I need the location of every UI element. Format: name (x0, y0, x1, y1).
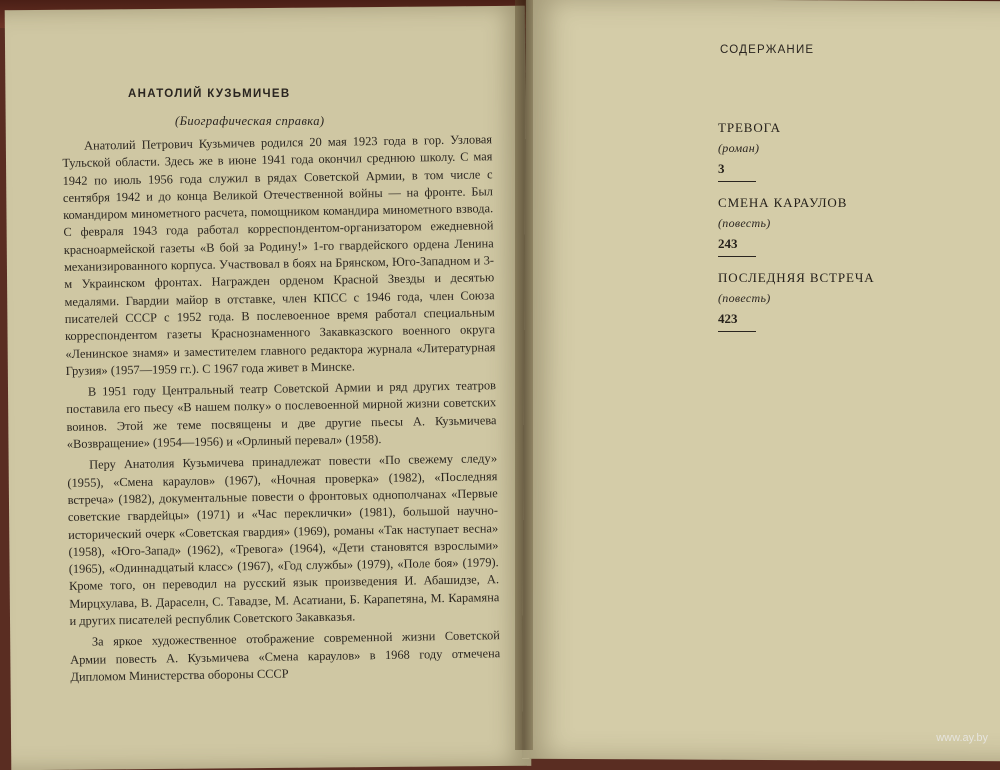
biography-text (62, 131, 501, 690)
table-of-contents (718, 120, 958, 345)
toc-divider (718, 181, 756, 182)
toc-entry-title: ПОСЛЕДНЯЯ ВСТРЕЧА (718, 270, 875, 285)
watermark: www.ay.by (936, 732, 988, 744)
toc-entry (718, 120, 958, 182)
toc-entry-genre: (роман) (718, 141, 760, 155)
toc-entry-genre: (повесть) (718, 291, 771, 305)
book-gutter (515, 0, 533, 750)
toc-entry-genre: (повесть) (718, 216, 771, 230)
bio-subtitle: (Биографическая справка) (175, 114, 325, 128)
toc-entry-title: СМЕНА КАРАУЛОВ (718, 195, 848, 210)
bio-paragraph: Перу Анатолия Кузьмичева принадлежат повести «По свежему следу» (1955), «Смена караулов» (1967), «Ночная проверка» (1982), «Последняя встреча» (1982), документальные повести о фронтовых однополчанах «Первые советские гвардейцы» (1971) и «Час переклички» (1981), большой научно-исторический очерк «Советская гвардия» (1969), романы «Так наступает весна» (1958), «Юго-Запад» (1962), «Тревога» (1964), «Дети становятся взрослыми» (1965), «Одиннадцатый класс» (1967), «Год службы» (1979), «Поле боя» (1979). Кроме того, он переводил на русский язык произведения И. Абашидзе, А. Мирцхулава, В. Дараселн, С. Тавадзе, М. Асатиани, Б. Карапетяна, М. Карамяна и других писателей республик Советского Закавказья. (67, 451, 500, 628)
toc-entry-page: 243 (718, 236, 738, 251)
author-name: АНАТОЛИЙ КУЗЬМИЧЕВ (128, 88, 291, 100)
toc-entry-title: ТРЕВОГА (718, 120, 781, 135)
bio-paragraph: В 1951 году Центральный театр Советской Армии и ряд других театров поставила его пьесу «В нашем полку» о послевоенной мирной жизни советских воинов. Этой же теме посвящены и две другие пьесы А. Кузьмичева «Возвращение» (1954—1956) и «Орлиный перевал» (1958). (66, 378, 497, 452)
bio-paragraph: За яркое художественное отображение современной жизни Советской Армии повесть А. Кузьмичева «Смена караулов» в 1968 году отмечена Дипломом Министерства обороны СССР (70, 628, 501, 684)
contents-heading: СОДЕРЖАНИЕ (720, 44, 815, 56)
toc-divider (718, 331, 756, 332)
toc-entry (718, 270, 958, 332)
toc-divider (718, 256, 756, 257)
toc-entry-page: 423 (718, 311, 738, 326)
bio-paragraph: Анатолий Петрович Кузьмичев родился 20 мая 1923 года в гор. Узловая Тульской области. Здесь же в июне 1941 года окончил среднюю школу. С мая 1942 по июль 1956 года служил в рядах Советской Армии, в том числе с сентября 1942 и до конца Великой Отечественной войны — на фронте. Был командиром минометного расчета, помощником командира минометного взвода. С февраля 1943 года работал корреспондентом-организатором ежедневной красноармейской газеты «В бой за Родину!» 1-го гвардейского ордена Ленина механизированного корпуса. Участвовал в боях на Брянском, Юго-Западном и 3-м Украинском фронтах. Награжден орденом Красной Звезды и десятью медалями. Гвардии майор в отставке, член КПСС с 1946 года, член Союза писателей СССР с 1952 года. В послевоенное время работал специальным корреспондентом газеты Краснознаменного Закавказского военного округа «Ленинское знамя» и заместителем главного редактора журнала «Литературная Грузия» (1957—1959 гг.). С 1967 года живет в Минске. (62, 132, 496, 378)
toc-entry (718, 195, 958, 257)
toc-entry-page: 3 (718, 161, 725, 176)
right-page (522, 0, 1000, 761)
